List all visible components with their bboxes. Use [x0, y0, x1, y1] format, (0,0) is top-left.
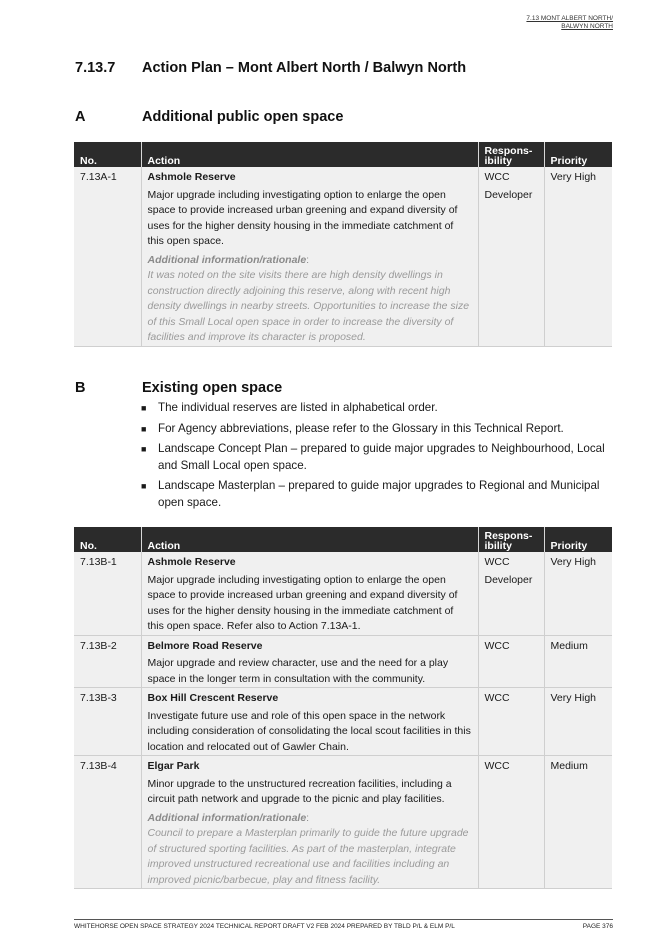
list-item: ■ Landscape Concept Plan – prepared to guide major upgrades to Neighbourhood, Local and Small Local open space.	[141, 442, 605, 472]
row-priority: Medium	[544, 635, 612, 688]
row-action	[141, 688, 478, 756]
row-priority: Medium	[544, 756, 612, 889]
row-responsibility	[478, 635, 544, 688]
agency: WCC	[484, 760, 510, 772]
table-a-header-row	[74, 142, 612, 167]
page-number: PAGE 376	[582, 923, 613, 930]
reserve-name: Belmore Road Reserve	[147, 639, 263, 652]
action-description: Major upgrade including investigating option to enlarge the open space to provide increased urban greening and expand diversity of uses for the higher density housing in the immediate catchment of this open space. Refer also to Action 7.13A-1.	[147, 573, 458, 632]
row-responsibility	[478, 167, 544, 346]
row-priority: Very High	[544, 552, 612, 635]
action-description: Major upgrade including investigating option to enlarge the open space to provide increased urban greening and expand diversity of uses for the higher density housing in the immediate catchment of this open space.	[147, 188, 458, 247]
rationale-text: Council to prepare a Masterplan primarily to guide the future upgrade of structured sporting facilities. As part of the masterplan, integrate improved unstructured recreational use and facilities including an improved picnic/barbecue, play and fitness facility.	[147, 827, 469, 886]
section-a-letter: A	[75, 109, 86, 125]
table-a	[74, 142, 612, 347]
footer-divider	[74, 919, 613, 920]
reserve-name: Elgar Park	[147, 760, 200, 772]
agency: Developer	[484, 188, 533, 201]
agency: WCC	[484, 692, 510, 704]
row-priority: Very High	[544, 167, 612, 346]
row-number: 7.13A-1	[74, 167, 141, 346]
rationale-heading: Additional information/rationale:	[147, 253, 310, 266]
table-row	[74, 756, 612, 889]
col-header-responsibility: Respons- ibility	[478, 527, 544, 552]
row-number: 7.13B-1	[74, 552, 141, 635]
heading-title: Action Plan – Mont Albert North / Balwyn North	[142, 60, 467, 76]
row-action	[141, 756, 478, 889]
list-item: ■ Landscape Masterplan – prepared to guide major upgrades to Regional and Municipal open space.	[141, 479, 600, 509]
bullet-icon: ■	[141, 481, 147, 491]
table-row	[74, 635, 612, 688]
row-responsibility	[478, 552, 544, 635]
footer-text: WHITEHORSE OPEN SPACE STRATEGY 2024 TECHNICAL REPORT DRAFT V2 FEB 2024 PREPARED BY TBLD P/L & ELM P/L	[74, 923, 455, 930]
list-item: ■ The individual reserves are listed in alphabetical order.	[141, 400, 616, 417]
section-b-letter: B	[75, 380, 86, 396]
list-item: ■ For Agency abbreviations, please refer to the Glossary in this Technical Report.	[141, 421, 616, 438]
col-header-action: Action	[141, 142, 478, 167]
row-number: 7.13B-4	[74, 756, 141, 889]
reserve-name: Ashmole Reserve	[147, 171, 236, 183]
section-a-title: Additional public open space	[142, 109, 344, 125]
agency: WCC	[484, 639, 510, 652]
notes-list	[141, 400, 616, 515]
row-action	[141, 167, 478, 346]
agency: WCC	[484, 556, 510, 568]
table-row	[74, 688, 612, 756]
col-header-no: No.	[74, 142, 141, 167]
action-description: Minor upgrade to the unstructured recreation facilities, including a circuit path network and upgrade to the picnic and play facilities.	[147, 777, 452, 805]
table-b-header-row	[74, 527, 612, 552]
bullet-icon: ■	[141, 403, 147, 413]
section-b-title: Existing open space	[142, 380, 283, 396]
col-header-priority: Priority	[544, 142, 612, 167]
col-header-action: Action	[141, 527, 478, 552]
heading-number: 7.13.7	[75, 60, 116, 76]
table-row	[74, 167, 612, 346]
row-number: 7.13B-3	[74, 688, 141, 756]
table-b	[74, 527, 612, 889]
row-action	[141, 552, 478, 635]
row-responsibility	[478, 756, 544, 889]
reserve-name: Ashmole Reserve	[147, 556, 236, 568]
row-priority: Very High	[544, 688, 612, 756]
row-responsibility	[478, 688, 544, 756]
row-action	[141, 635, 478, 688]
col-header-priority: Priority	[544, 527, 612, 552]
agency: WCC	[484, 171, 510, 183]
bullet-icon: ■	[141, 423, 147, 434]
reserve-name: Box Hill Crescent Reserve	[147, 692, 279, 704]
col-header-no: No.	[74, 527, 141, 552]
col-header-responsibility: Respons- ibility	[478, 142, 544, 167]
running-header-line1[interactable]: 7.13 MONT ALBERT NORTH/	[526, 15, 613, 22]
rationale-heading: Additional information/rationale:	[147, 811, 310, 824]
row-number: 7.13B-2	[74, 635, 141, 688]
agency: Developer	[484, 573, 533, 586]
running-header-line2[interactable]: BALWYN NORTH	[561, 23, 613, 30]
running-header	[526, 15, 613, 31]
table-row	[74, 552, 612, 635]
bullet-icon: ■	[141, 444, 147, 454]
rationale-text: It was noted on the site visits there are high density dwellings in construction directly adjoining this reserve, along with recent high density dwellings in nearby streets. Opportunities to increase the size of this Small Local open space in order to increase the diversity of facilities and improve its character is proposed.	[147, 269, 470, 343]
action-description: Investigate future use and role of this open space in the network including consideration of consolidating the local scout facilities in this location and relocated out of Gawler Chain.	[147, 709, 471, 753]
action-description: Major upgrade and review character, use and the need for a play space in the longer term in consultation with the community.	[147, 657, 449, 685]
